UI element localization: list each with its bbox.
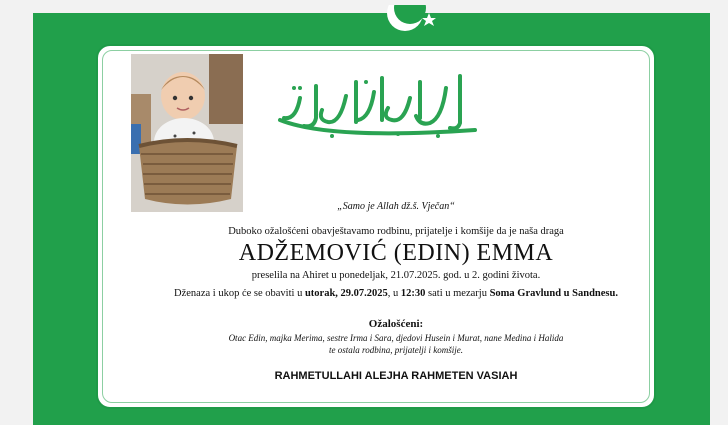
- mourners-line-2: te ostala rodbina, prijatelji i komšije.: [329, 345, 463, 355]
- intro-text: Duboko ožalošćeni obavještavamo rodbinu, prijatelje i komšije da je naša draga: [228, 226, 564, 237]
- funeral-place: Soma Gravlund u Sandnesu.: [489, 288, 618, 299]
- mourners-list: [96, 332, 696, 356]
- funeral-line: [96, 288, 696, 299]
- funeral-prefix: Dženaza i ukop će se obaviti u: [174, 288, 305, 299]
- funeral-time: 12:30: [400, 288, 426, 299]
- closing-dua: RAHMETULLAHI ALEJHA RAHMETEN VASIAH: [274, 370, 518, 382]
- mourners-line-1: Otac Edin, majka Merima, sestre Irma i Sara, djedovi Husein i Murat, nane Medina i Halida: [228, 333, 564, 343]
- calligraphy-graphic: [270, 68, 485, 146]
- deceased-photo: [131, 54, 243, 212]
- crescent-star-icon: [377, 5, 447, 35]
- arabic-calligraphy: [270, 68, 485, 146]
- funeral-mid1: , u: [387, 288, 401, 299]
- funeral-mid2: sati u mezarju: [425, 288, 490, 299]
- funeral-day: utorak, 29.07.2025: [304, 288, 388, 299]
- quote-text: „Samo je Allah dž.š. Vječan“: [337, 201, 455, 212]
- mourners-title: Ožalošćeni:: [368, 318, 424, 330]
- deceased-name: ADŽEMOVIĆ (EDIN) EMMA: [238, 240, 554, 266]
- passing-line: preselila na Ahiret u ponedeljak, 21.07.2025. god. u 2. godini života.: [251, 270, 541, 281]
- baby-in-basket-image: [131, 54, 243, 212]
